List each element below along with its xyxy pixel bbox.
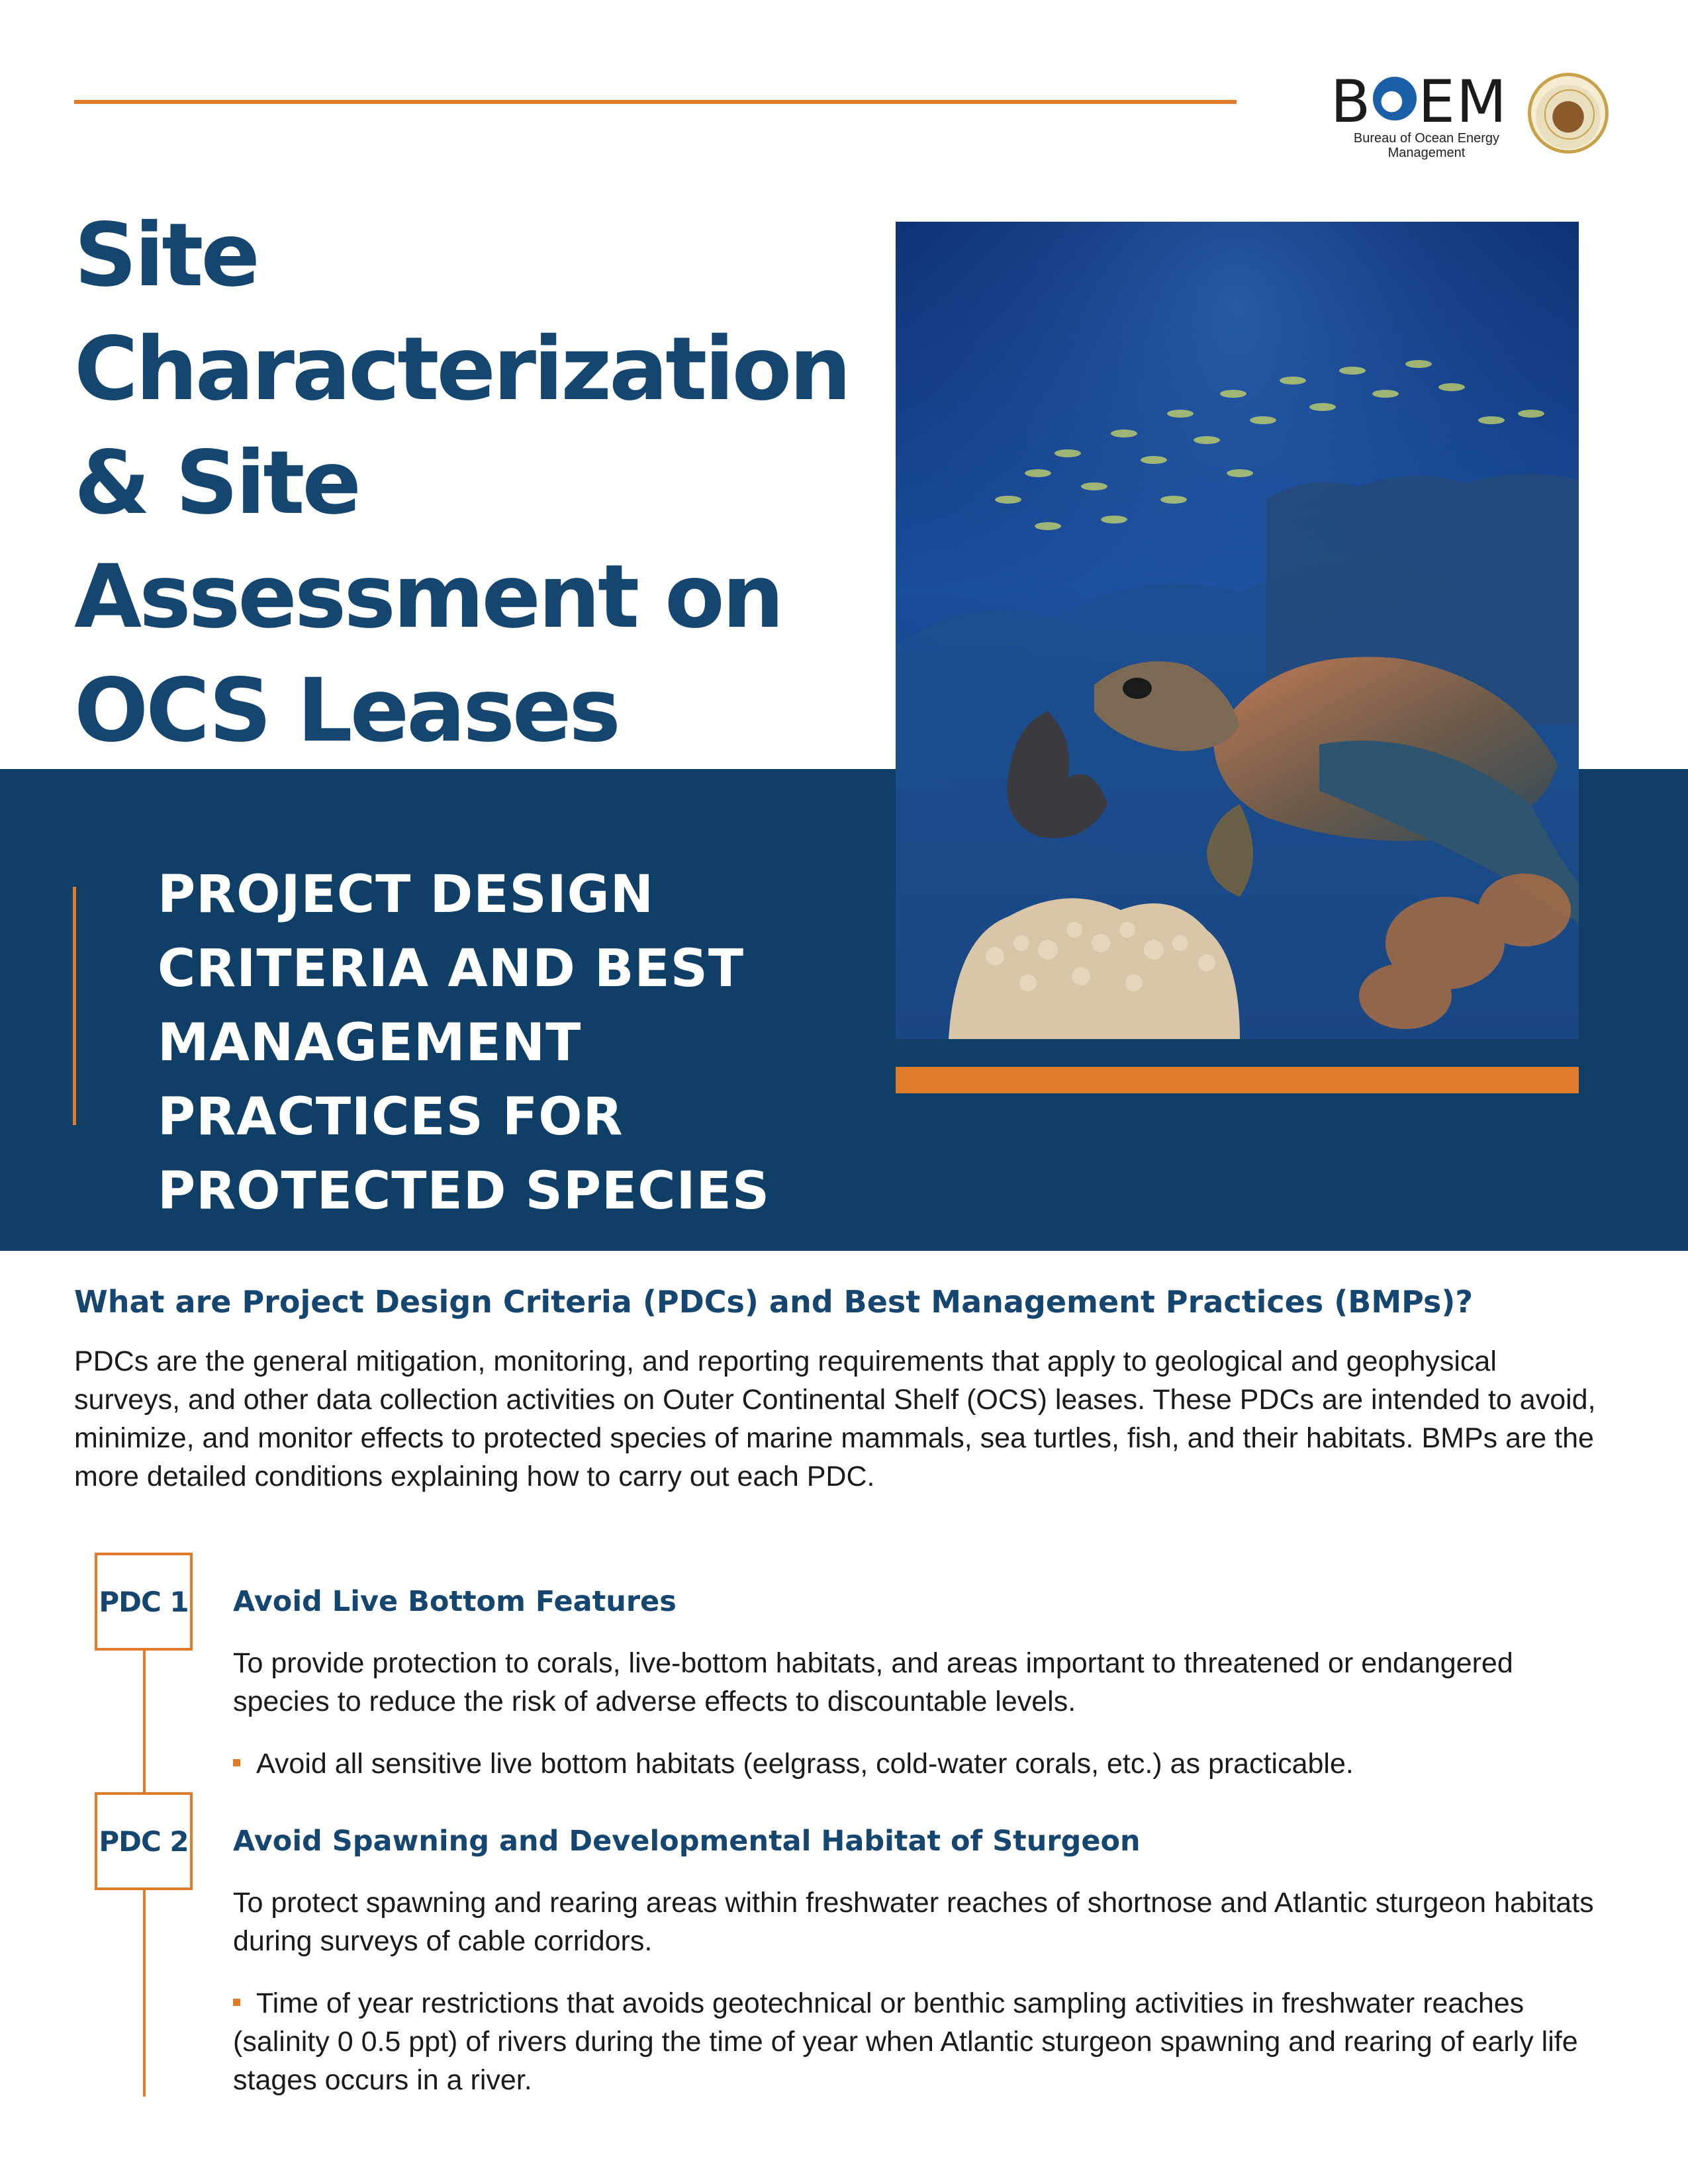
pdc-1-bullet xyxy=(233,1745,1597,1783)
pdc-2-bullet-text: Time of year restrictions that avoids geotechnical or benthic sampling activities in freshwater reaches (salinity 0 0.5 ppt) of rivers during the time of year when Atlantic sturgeon spawning and rearing of early life stages occurs in a river. xyxy=(233,1987,1578,2096)
doi-seal-icon xyxy=(1528,73,1609,154)
boem-logo xyxy=(1331,68,1615,172)
section-heading: What are Project Design Criteria (PDCs) and Best Management Practices (BMPs)? xyxy=(74,1284,1474,1320)
bullet-square-icon xyxy=(233,1759,240,1766)
sea-turtle-photo xyxy=(896,222,1579,1039)
pdc-1-bullet-text: Avoid all sensitive live bottom habitats (eelgrass, cold-water corals, etc.) as practicable. xyxy=(256,1748,1354,1780)
pdc-2-title: Avoid Spawning and Developmental Habitat of Sturgeon xyxy=(233,1825,1141,1858)
pdc-connector-line xyxy=(143,1651,146,1792)
photo-accent-bar xyxy=(896,1067,1579,1093)
band-accent-rule xyxy=(73,887,76,1125)
pdc-1-title: Avoid Live Bottom Features xyxy=(233,1585,677,1618)
boem-o-icon xyxy=(1373,77,1417,120)
pdc-2-badge: PDC 2 xyxy=(95,1792,193,1890)
pdc-connector-line xyxy=(143,1890,146,2097)
boem-wordmark: B EM xyxy=(1331,68,1508,136)
seal-inner-ring xyxy=(1544,89,1595,140)
intro-paragraph: PDCs are the general mitigation, monitoring, and reporting requirements that apply to geological and geophysical surveys, and other data collection activities on Outer Continental Shelf (OCS) leases. These PDCs are intended to avoid, minimize, and monitor effects to protected species of marine mammals, sea turtles, fish, and their habitats. BMPs are the more detailed conditions explaining how to carry out each PDC. xyxy=(74,1345,1596,1492)
pdc-1-description: To provide protection to corals, live-bottom habitats, and areas important to threatened or endangered species to reduce the risk of adverse effects to discountable levels. xyxy=(233,1647,1513,1717)
pdc-1-badge: PDC 1 xyxy=(95,1553,193,1651)
bullet-square-icon xyxy=(233,1999,240,2006)
pdc-2-description: To protect spawning and rearing areas within freshwater reaches of shortnose and Atlantic sturgeon habitats during surveys of cable corridors. xyxy=(233,1887,1594,1957)
top-rule xyxy=(74,100,1237,104)
sea-turtle-illustration xyxy=(896,222,1579,1039)
boem-logo-subtitle: Bureau of Ocean Energy Management xyxy=(1353,131,1500,160)
page-subtitle: PROJECT DESIGN CRITERIA AND BEST MANAGEMENT PRACTICES FOR PROTECTED SPECIES xyxy=(158,865,771,1221)
pdc-2-bullet xyxy=(233,1984,1597,2099)
page-title: Site Characterization & Site Assessment on OCS Leases xyxy=(74,205,849,762)
